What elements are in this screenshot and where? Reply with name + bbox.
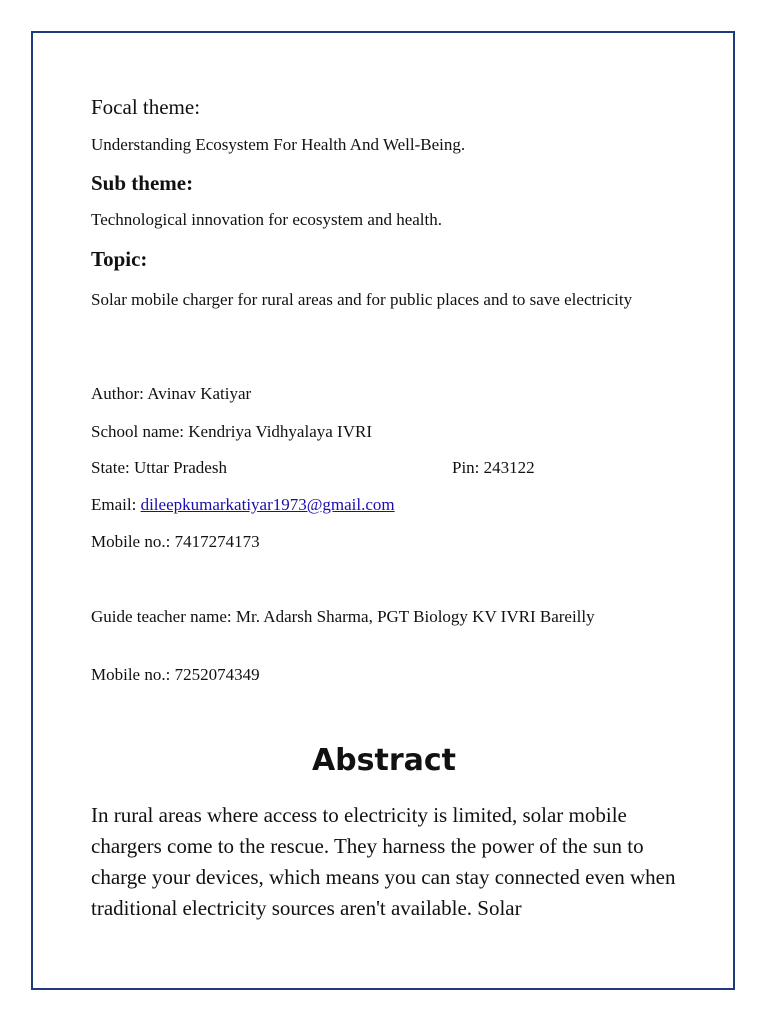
abstract-body: In rural areas where access to electricity is limited, solar mobile chargers come to the rescue. They harness the power of the sun to charge your devices, which means you can stay connected even when traditional electricity sources aren't available. Solar (91, 803, 676, 920)
author-line: Author: Avinav Katiyar (91, 384, 252, 403)
topic-text: Solar mobile charger for rural areas and for public places and to save electricity (91, 290, 633, 309)
email-link[interactable]: dileepkumarkatiyar1973@gmail.com (140, 495, 395, 514)
topic-heading: Topic: (91, 247, 148, 271)
sub-theme-text: Technological innovation for ecosystem and health. (91, 210, 442, 229)
focal-theme-heading: Focal theme: (91, 95, 201, 119)
email-label: Email: (91, 495, 141, 514)
school-line: School name: Kendriya Vidhyalaya IVRI (91, 422, 372, 441)
sub-theme-heading: Sub theme: (91, 171, 194, 195)
email-line (91, 495, 395, 515)
guide-teacher-line: Guide teacher name: Mr. Adarsh Sharma, PGT Biology KV IVRI Bareilly (91, 607, 595, 626)
abstract-title: Abstract (311, 743, 457, 778)
guide-mobile-line: Mobile no.: 7252074349 (91, 665, 260, 684)
author-mobile-line: Mobile no.: 7417274173 (91, 532, 260, 551)
pin-line: Pin: 243122 (452, 458, 535, 477)
focal-theme-text: Understanding Ecosystem For Health And Well-Being. (91, 135, 466, 154)
state-line: State: Uttar Pradesh (91, 458, 227, 477)
